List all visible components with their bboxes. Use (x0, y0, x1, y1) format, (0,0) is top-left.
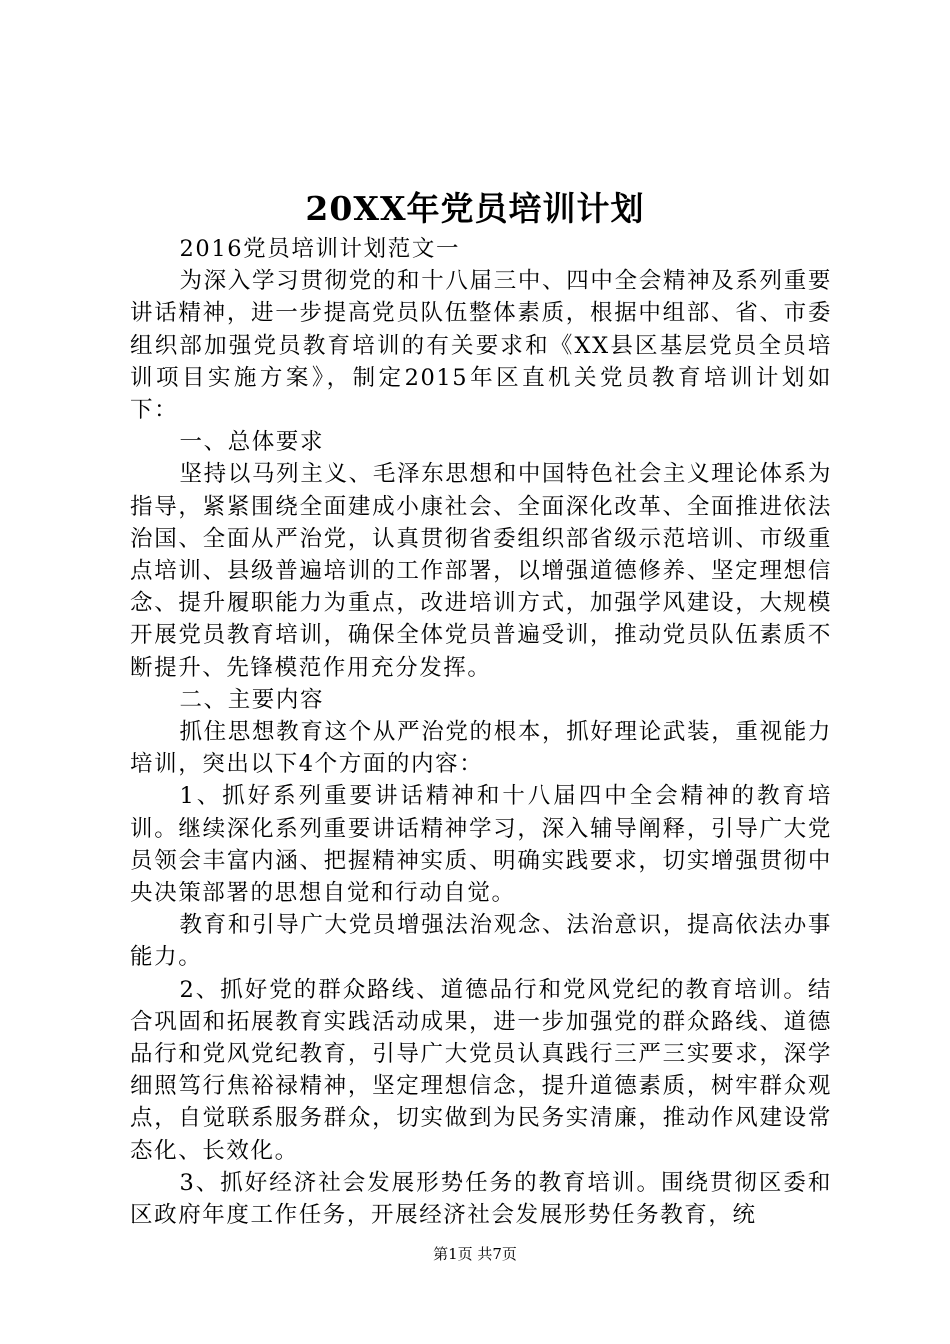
paragraph-item-3: 3、抓好经济社会发展形势任务的教育培训。围绕贯彻区委和区政府年度工作任务，开展经济社会发展形势任务教育，统 (130, 1169, 832, 1229)
paragraph-item-1-extra: 教育和引导广大党员增强法治观念、法治意识，提高依法办事能力。 (130, 912, 832, 971)
paragraph-subtitle: 2016党员培训计划范文一 (179, 236, 461, 262)
paragraph-intro: 为深入学习贯彻党的和十八届三中、四中全会精神及系列重要讲话精神，进一步提高党员队伍整体素质，根据中组部、省、市委组织部加强党员教育培训的有关要求和《XX县区基层党员全员培训项目实施方案》，制定2015年区直机关党员教育培训计划如下： (130, 268, 832, 424)
section-heading-1: 一、总体要求 (179, 429, 325, 456)
document-body (130, 233, 832, 1231)
paragraph-item-2: 2、抓好党的群众路线、道德品行和党风党纪的教育培训。结合巩固和拓展教育实践活动成果，进一步加强党的群众路线、道德品行和党风党纪教育，引导广大党员认真践行三严三实要求，深学细照笃行焦裕禄精神，坚定理想信念，提升道德素质，树牢群众观点，自觉联系服务群众，切实做到为民务实清廉，推动作风建设常态化、长效化。 (130, 976, 832, 1164)
document-title: 20XX年党员培训计划 (305, 189, 645, 228)
paragraph-main-content: 抓住思想教育这个从严治党的根本，抓好理论武装，重视能力培训，突出以下4个方面的内容： (130, 719, 832, 778)
paragraph-general-requirements: 坚持以马列主义、毛泽东思想和中国特色社会主义理论体系为指导，紧紧围绕全面建成小康社会、全面深化改革、全面推进依法治国、全面从严治党，认真贯彻省委组织部省级示范培训、市级重点培训、县级普遍培训的工作部署，以增强道德修养、坚定理想信念、提升履职能力为重点，改进培训方式，加强学风建设，大规模开展党员教育培训，确保全体党员普遍受训，推动党员队伍素质不断提升、先锋模范作用充分发挥。 (130, 461, 832, 681)
section-heading-2: 二、主要内容 (179, 686, 325, 713)
paragraph-item-1: 1、抓好系列重要讲话精神和十八届四中全会精神的教育培训。继续深化系列重要讲话精神学习，深入辅导阐释，引导广大党员领会丰富内涵、把握精神实质、明确实践要求，切实增强贯彻中央决策部署的思想自觉和行动自觉。 (130, 783, 832, 907)
page-footer: 第1页 共7页 (433, 1245, 517, 1263)
